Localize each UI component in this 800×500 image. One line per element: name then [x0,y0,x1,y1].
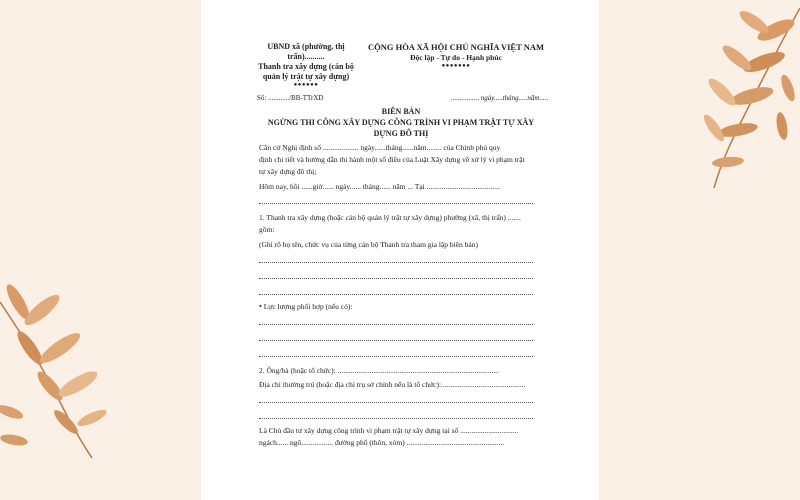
bullet-icon: • [259,302,262,311]
decorative-leaves-left [0,262,110,462]
address-line: Địa chỉ thường trú (hoặc địa chỉ trụ sở chính nếu là tổ chức):............................................. [259,380,526,389]
section-1-note: (Ghi rõ họ tên, chức vụ của từng cán bộ Thanh tra tham gia lập biên bản) [259,240,478,249]
blank-line [259,262,533,263]
cooperating-forces-label [259,302,352,312]
blank-line [259,294,533,295]
basis-line-1: Căn cứ Nghị định số ................... ngày......tháng......năm........ của Chính phủ quy [259,143,501,152]
document-page [201,0,599,500]
basis-line-2: định chi tiết và hướng dẫn thi hành một số điều của Luật Xây dựng về xử lý vi phạm trật [259,155,525,164]
document-subtitle-line-2: DỰNG ĐÔ THỊ [373,129,429,138]
basis-line-3: tự xây dựng đô thị; [259,167,317,176]
agency-line-1: UBND xã (phường, thị [267,42,345,51]
blank-line [259,203,533,204]
document-subtitle-line-1: NGỪNG THI CÔNG XÂY DỰNG CÔNG TRÌNH VI PHẠM TRẬT TỰ XÂY [267,118,535,127]
section-2-line: 2. Ông/bà (hoặc tổ chức): ...................................................................................... [259,366,499,375]
today-line: Hôm nay, hồi ......giờ...... ngày...... tháng...... năm ... Tại ....................................... [259,182,500,191]
document-title: BIÊN BẢN [381,107,421,116]
blank-line [259,356,533,357]
blank-line [259,402,533,403]
cooperating-forces-text: Lực lượng phối hợp (nếu có): [263,302,353,311]
section-1-line-1: 1. Thanh tra xây dựng (hoặc cán bộ quản lý trật tự xây dựng) phường (xã, thị trấn) ....... [259,213,521,222]
blank-line [259,418,533,419]
blank-line [259,324,533,325]
agency-header [251,42,361,89]
motto-stars: ●●●●●●● [441,63,471,69]
owner-line-1: Là Chủ đầu tư xây dựng công trình vi phạm trật tự xây dựng tại số ............................... [259,426,519,435]
agency-stars: ●●●●●● [293,82,319,88]
nation-header [366,42,546,70]
section-1-line-2: gồm: [259,225,275,234]
decorative-leaves-right [692,0,800,200]
document-title-block [241,106,561,139]
blank-line [259,340,533,341]
agency-line-2: trấn).......... [287,52,325,61]
nation-title: CỘNG HÒA XÃ HỘI CHỦ NGHĨA VIỆT NAM [367,42,545,52]
document-number: Số: ............/BB-TTrXD [257,94,324,102]
agency-line-4: quản lý trật tự xây dựng) [262,72,350,81]
document-date: ..............., ngày.....tháng.....năm..... [451,94,549,102]
owner-line-2: ngách...... ngõ................. đường phố (thôn, xóm) .................................................... [259,438,505,447]
national-motto: Độc lập - Tự do - Hạnh phúc [410,53,502,62]
agency-line-3: Thanh tra xây dựng (cán bộ [258,62,354,71]
blank-line [259,278,533,279]
